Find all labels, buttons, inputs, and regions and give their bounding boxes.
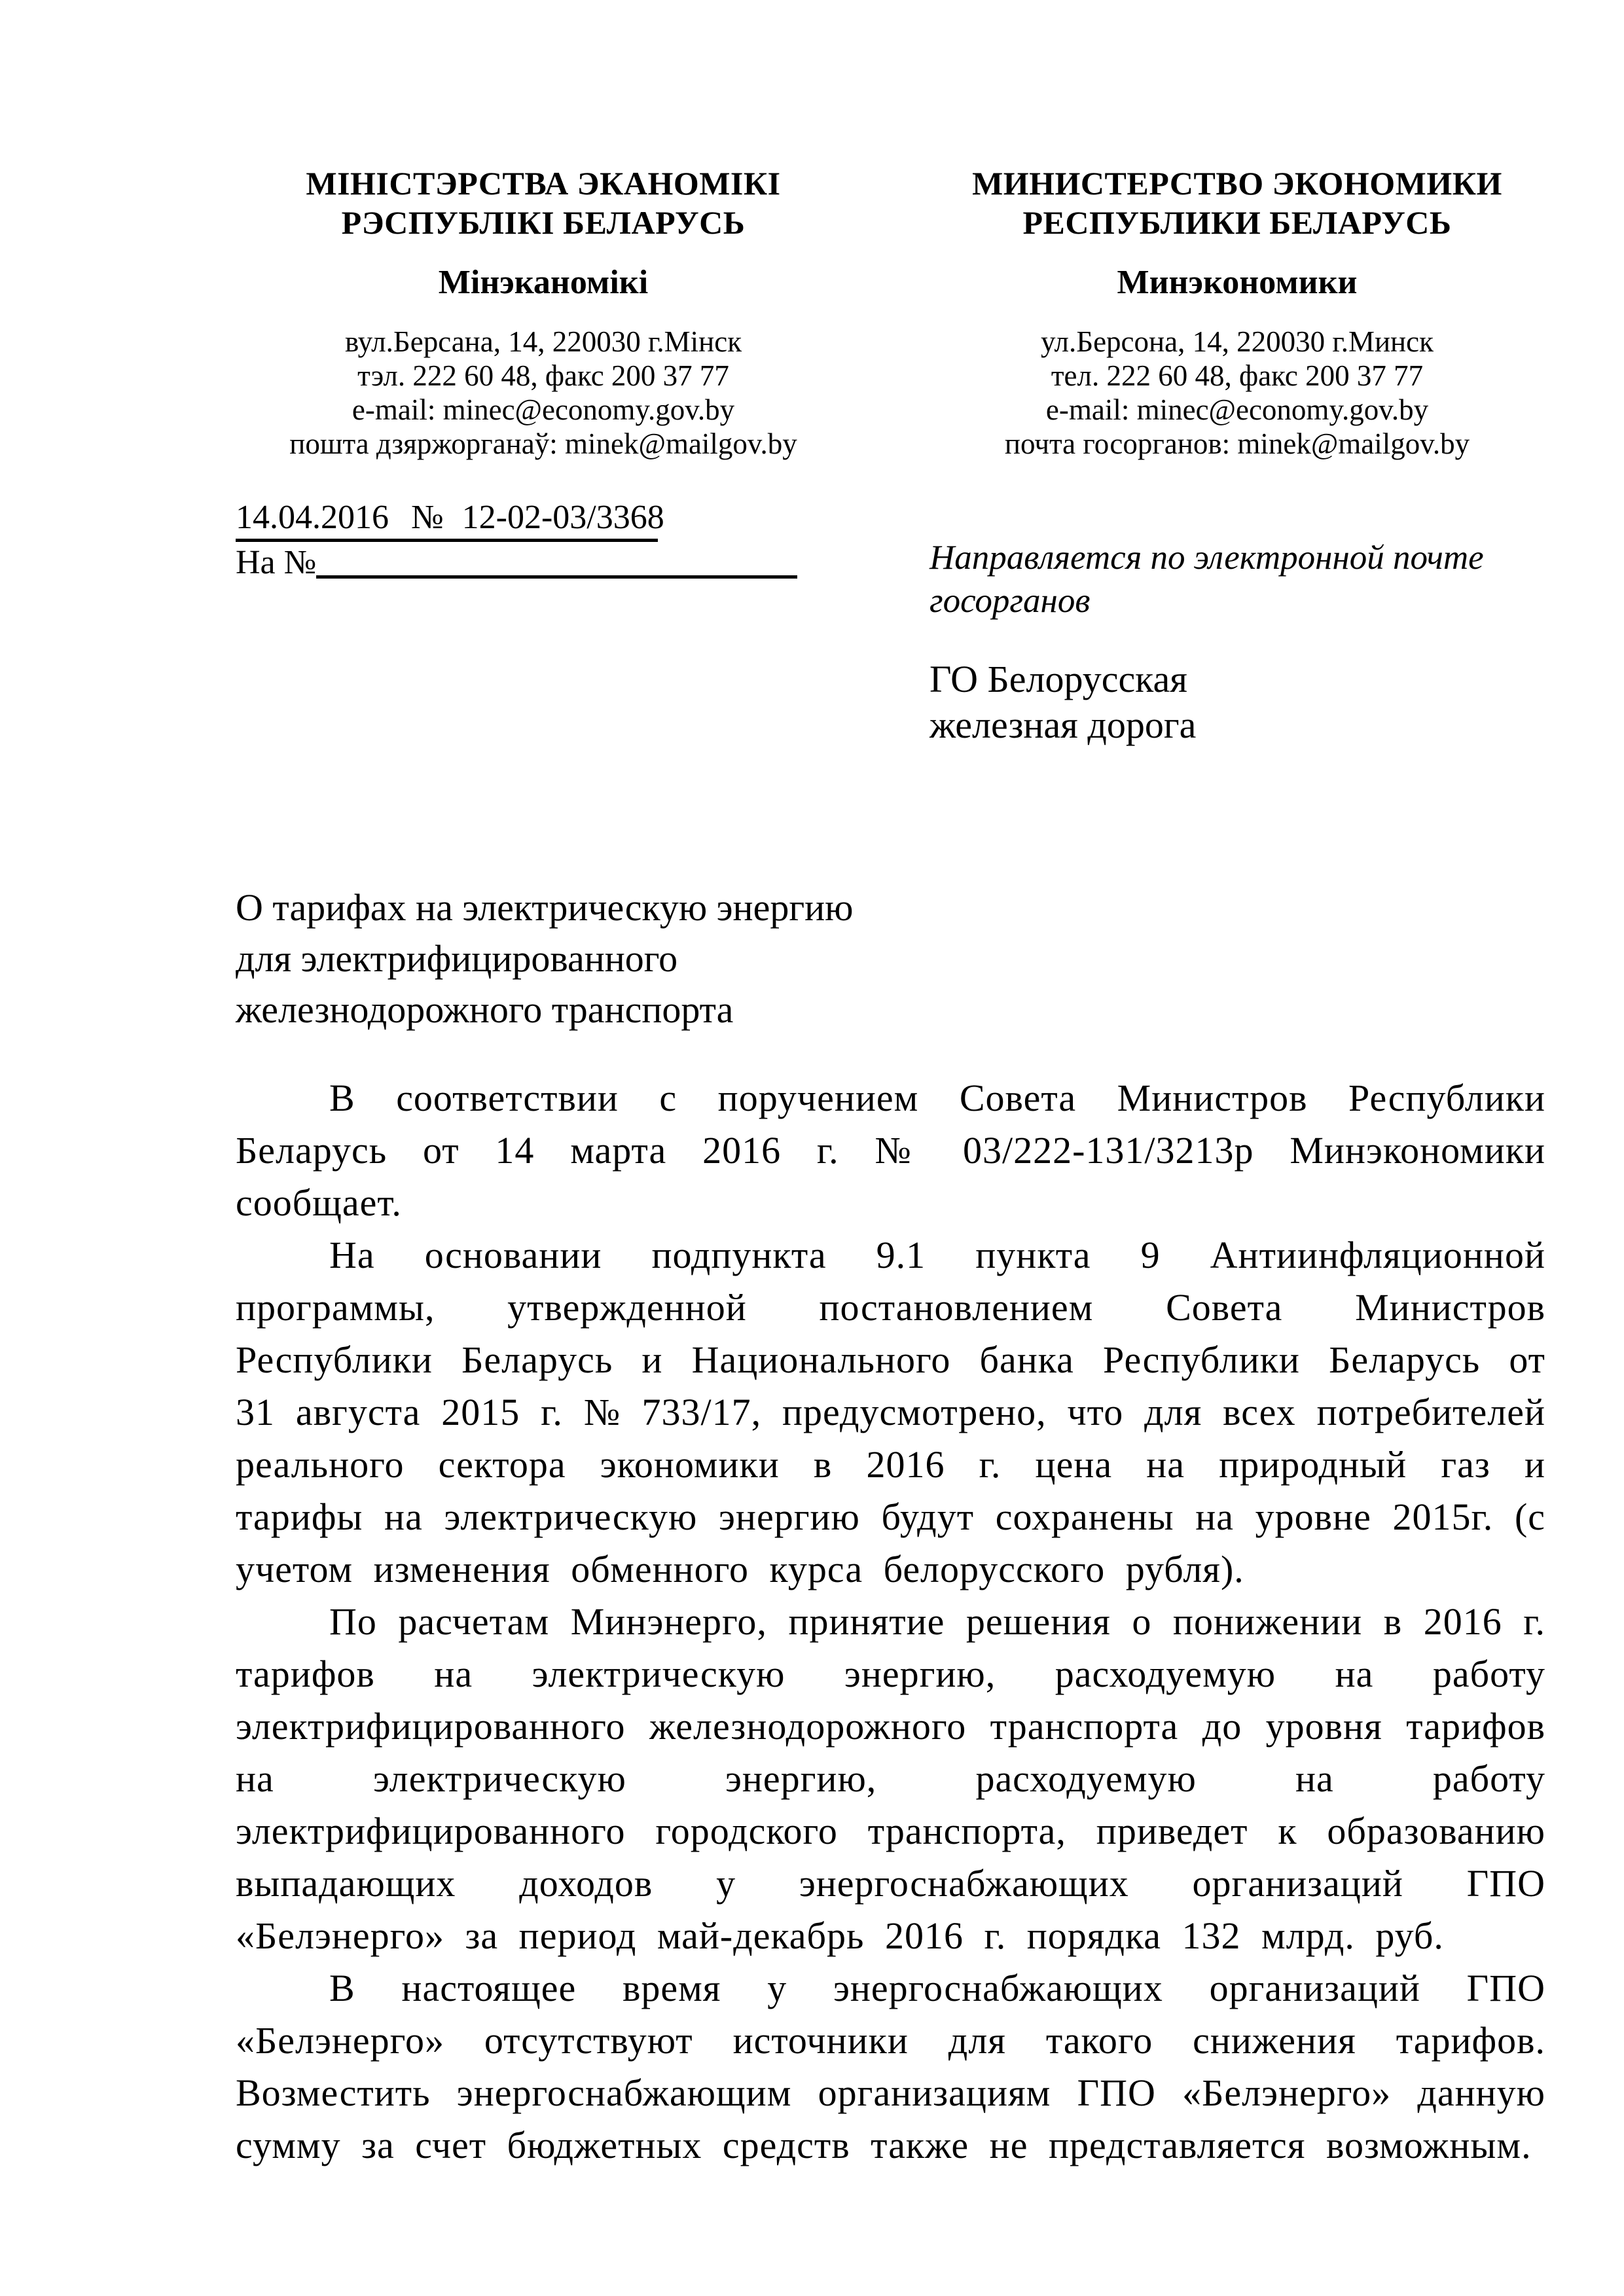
org-short-name-russian: Минэкономики	[1117, 264, 1358, 301]
letterhead-right	[929, 164, 1545, 461]
outgoing-date: 14.04.2016	[236, 499, 389, 536]
subject	[236, 882, 1545, 1035]
addressee	[929, 656, 1545, 748]
address-line: ул.Берсона, 14, 220030 г.Минск	[1041, 325, 1434, 358]
body-paragraph: На основании подпункта 9.1 пункта 9 Антиинфляционной программы, утвержденной постановлением Совета Министров Республики Беларусь и Национального банка Республики Беларусь от 31 августа 2015 г. № 733/17, предусмотрено, что для всех потребителей реального сектора экономики в 2016 г. цена на природный газ и тарифы на электрическую энергию будут сохранены на уровне 2015г. (с учетом изменения обменного курса белорусского рубля).	[236, 1234, 1545, 1590]
body-paragraph: В настоящее время у энергоснабжающих организаций ГПО «Белэнерго» отсутствуют источники для такого снижения тарифов. Возместить энергоснабжающим организациям ГПО «Белэнерго» данную сумму за счет бюджетных средств также не представляется возможным.	[236, 1967, 1545, 2166]
number-sign: №	[411, 499, 444, 536]
org-name-line: РЕСПУБЛИКИ БЕЛАРУСЬ	[1022, 204, 1452, 241]
org-name-line: МІНІСТЭРСТВА ЭКАНОМІКІ	[306, 165, 781, 202]
body-paragraph: В соответствии с поручением Совета Министров Республики Беларусь от 14 марта 2016 г. № 03/222-131/3213р Минэкономики сообщает.	[236, 1077, 1545, 1224]
outgoing-number: 12-02-03/3368	[461, 499, 664, 536]
addressee-block	[929, 497, 1545, 748]
reply-label: На №	[236, 544, 317, 581]
subject-line: железнодорожного транспорта	[236, 988, 734, 1031]
reply-number-blank-line	[316, 575, 797, 579]
address-line: тэл. 222 60 48, факс 200 37 77	[357, 359, 729, 392]
address-line: e-mail: minec@economy.gov.by	[352, 393, 735, 426]
org-name-line: МИНИСТЕРСТВО ЭКОНОМИКИ	[972, 165, 1502, 202]
address-line: тел. 222 60 48, факс 200 37 77	[1051, 359, 1424, 392]
address-line: почта госорганов: minek@mailgov.by	[1004, 427, 1470, 460]
address-line: пошта дзяржорганаў: minek@mailgov.by	[289, 427, 797, 460]
org-name-russian	[929, 164, 1545, 242]
addressee-line: железная дорога	[929, 704, 1197, 746]
reference-row	[236, 497, 1545, 748]
body-text	[236, 1072, 1545, 2172]
org-address-belarusian	[236, 325, 851, 461]
subject-line: для электрифицированного	[236, 937, 678, 980]
subject-line: О тарифах на электрическую энергию	[236, 886, 854, 929]
org-address-russian	[929, 325, 1545, 461]
address-line: e-mail: minec@economy.gov.by	[1045, 393, 1429, 426]
letterhead	[236, 164, 1545, 461]
delivery-note: Направляется по электронной почте госорганов	[929, 539, 1484, 620]
letterhead-left	[236, 164, 851, 461]
address-line: вул.Берсана, 14, 220030 г.Мінск	[344, 325, 742, 358]
org-name-line: РЭСПУБЛІКІ БЕЛАРУСЬ	[341, 204, 746, 241]
reference-block	[236, 497, 851, 748]
body-paragraph: По расчетам Минэнерго, принятие решения о понижении в 2016 г. тарифов на электрическую энергию, расходуемую на работу электрифицированного железнодорожного транспорта до уровня тарифов на электрическую энергию, расходуемую на работу электрифицированного городского транспорта, приведет к образованию выпадающих доходов у энергоснабжающих организаций ГПО «Белэнерго» за период май-декабрь 2016 г. порядка 132 млрд. руб.	[236, 1600, 1545, 1957]
outgoing-date-line	[236, 497, 664, 542]
org-name-belarusian	[236, 164, 851, 242]
reply-reference-line	[236, 542, 851, 584]
addressee-line: ГО Белорусская	[929, 658, 1187, 700]
org-short-name-belarusian: Мінэканомікі	[438, 264, 649, 301]
